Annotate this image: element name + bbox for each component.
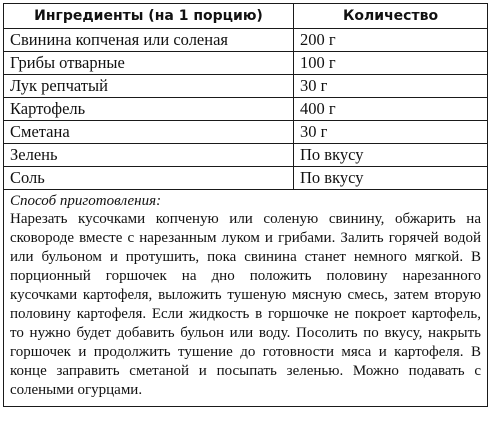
table-row xyxy=(4,144,488,167)
method-cell xyxy=(4,190,488,407)
table-header-row xyxy=(4,4,488,29)
table-row xyxy=(4,29,488,52)
ingredient-name: Зелень xyxy=(4,144,294,167)
recipe-table xyxy=(3,3,488,407)
header-ingredients: Ингредиенты (на 1 порцию) xyxy=(4,4,294,29)
ingredient-name: Сметана xyxy=(4,121,294,144)
ingredient-quantity: По вкусу xyxy=(294,167,488,190)
ingredient-quantity: 30 г xyxy=(294,75,488,98)
ingredient-quantity: 100 г xyxy=(294,52,488,75)
ingredient-name: Картофель xyxy=(4,98,294,121)
ingredient-name: Соль xyxy=(4,167,294,190)
ingredient-quantity: По вкусу xyxy=(294,144,488,167)
table-row xyxy=(4,121,488,144)
ingredient-quantity: 200 г xyxy=(294,29,488,52)
table-row xyxy=(4,52,488,75)
ingredient-quantity: 30 г xyxy=(294,121,488,144)
ingredient-quantity: 400 г xyxy=(294,98,488,121)
method-text: Нарезать кусочками копченую или соленую свинину, обжарить на сковороде вместе с нарезанным луком и грибами. Залить горячей водой или бульоном и протушить, пока свинина станет немного мягкой. В порционный горшочек на дно положить половину нарезанного кусочками картофеля, выложить тушеную мясную смесь, затем вторую половину картофеля. Если жидкость в горшочке не покроет картофель, то нужно будет добавить бульон или воду. Посолить по вкусу, накрыть горшочек и продолжить тушение до готовности мяса и картофеля. В конце заправить сметаной и посыпать зеленью. Можно подавать с солеными огурцами. xyxy=(10,211,481,398)
method-row xyxy=(4,190,488,407)
method-label: Способ приготовления: xyxy=(10,193,162,209)
ingredient-name: Свинина копченая или соленая xyxy=(4,29,294,52)
header-quantity: Количество xyxy=(294,4,488,29)
table-row xyxy=(4,98,488,121)
ingredient-name: Лук репчатый xyxy=(4,75,294,98)
ingredient-name: Грибы отварные xyxy=(4,52,294,75)
table-row xyxy=(4,167,488,190)
table-row xyxy=(4,75,488,98)
